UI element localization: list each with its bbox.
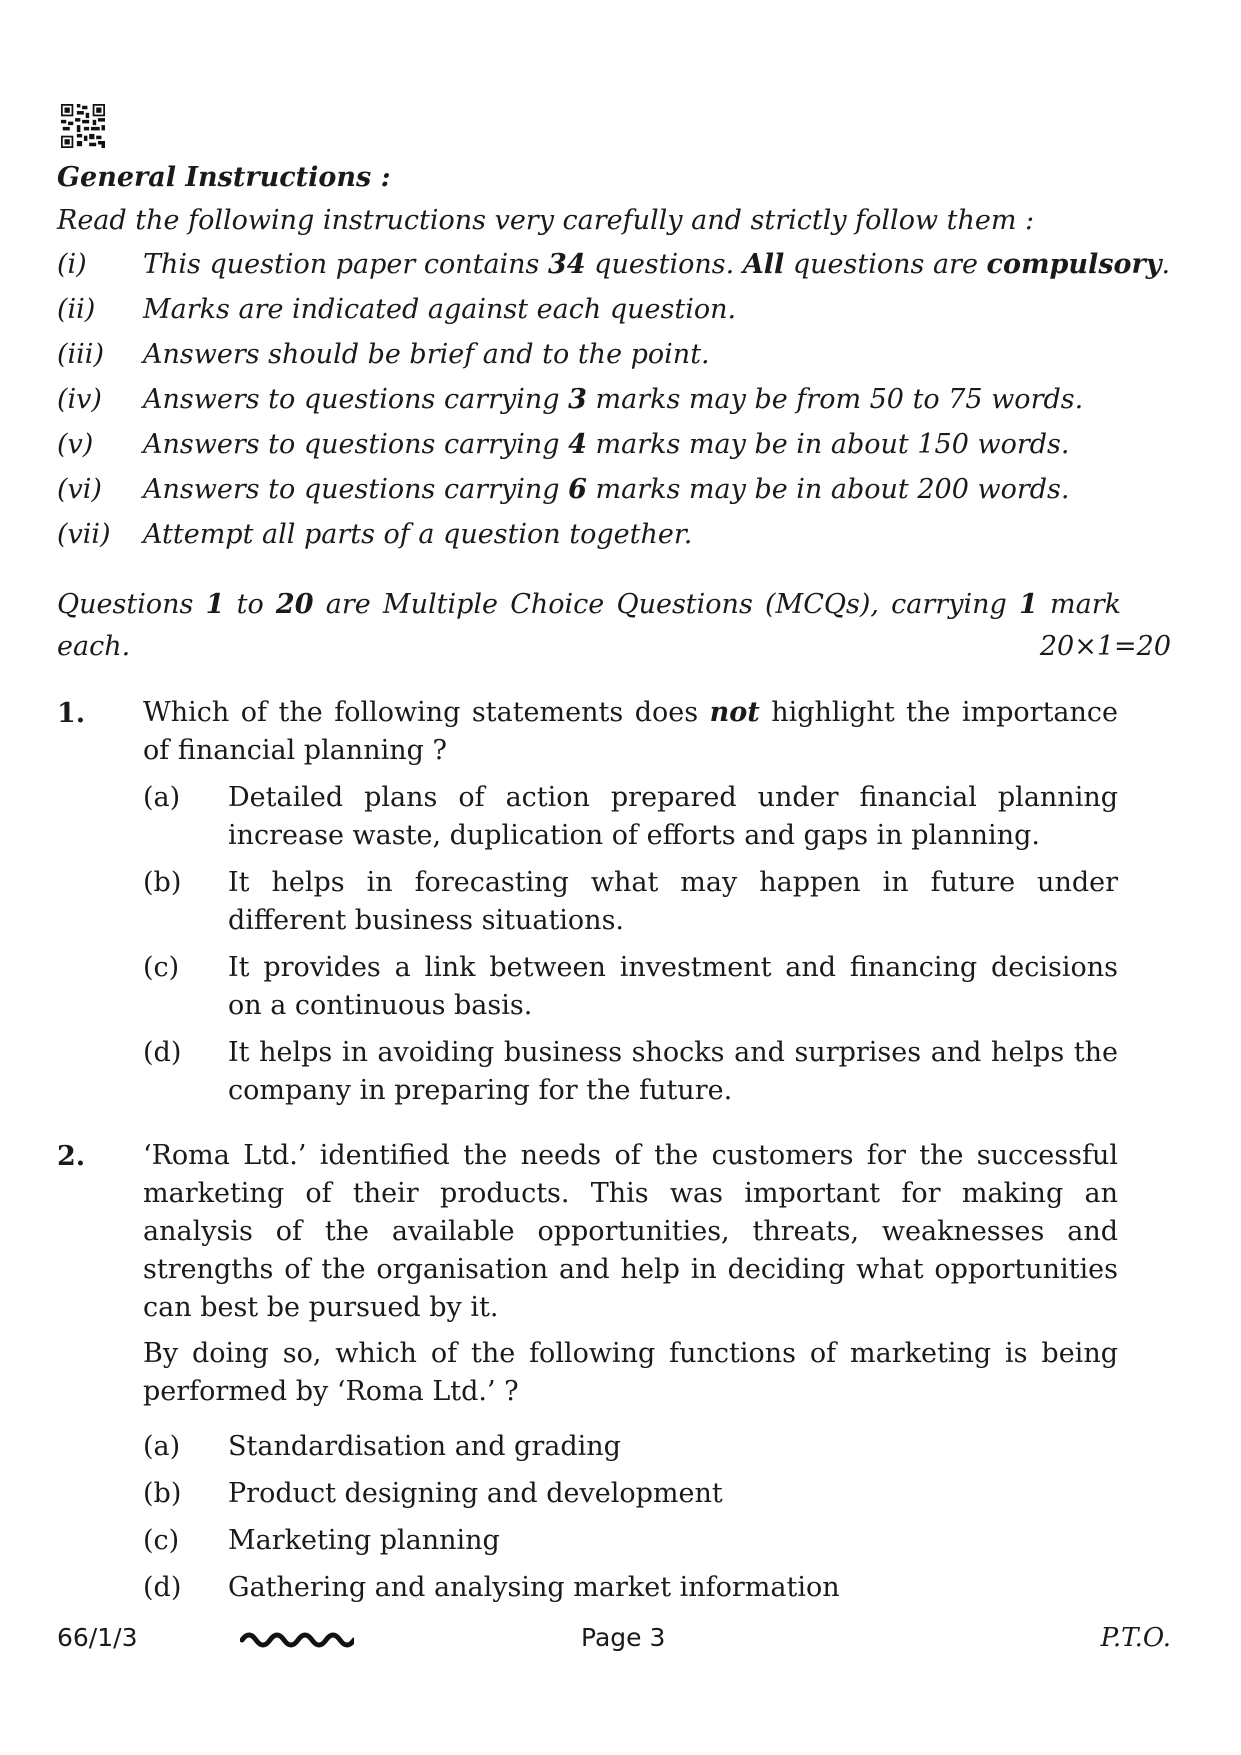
option-label: (c) <box>143 1525 180 1556</box>
mcq-note-line2: each. <box>57 631 131 662</box>
instruction-text: Answers to questions carrying 4 marks may be in about 150 words. <box>143 429 1070 460</box>
instruction-number: (i) <box>57 249 87 280</box>
instruction-number: (vii) <box>57 519 111 550</box>
instructions-title: General Instructions : <box>57 162 391 193</box>
option-label: (d) <box>143 1572 182 1603</box>
question-number: 2. <box>57 1141 86 1172</box>
instruction-text: This question paper contains 34 questions. All questions are compulsory. <box>143 249 1171 280</box>
mcq-note: Questions 1 to 20 are Multiple Choice Questions (MCQs), carrying 1 mark <box>57 589 1121 620</box>
option-text: It provides a link between investment and financing decisions on a continuous basis. <box>228 952 1118 1021</box>
instruction-number: (iv) <box>57 384 102 415</box>
question-text: Which of the following statements does not highlight the importance of financial planning ? <box>143 697 1119 766</box>
instruction-text: Answers to questions carrying 3 marks may be from 50 to 75 words. <box>143 384 1084 415</box>
instruction-number: (vi) <box>57 474 102 505</box>
instruction-number: (v) <box>57 429 94 460</box>
option-text: Gathering and analysing market information <box>228 1572 840 1603</box>
option-text: It helps in avoiding business shocks and surprises and helps the company in preparing for the future. <box>228 1037 1118 1106</box>
option-label: (b) <box>143 867 182 898</box>
page-number: Page 3 <box>581 1623 666 1652</box>
instruction-text: Answers to questions carrying 6 marks may be in about 200 words. <box>143 474 1070 505</box>
option-text: Standardisation and grading <box>228 1431 621 1462</box>
option-label: (c) <box>143 952 180 983</box>
option-text: Marketing planning <box>228 1525 500 1556</box>
instruction-number: (ii) <box>57 294 96 325</box>
pto-label: P.T.O. <box>1100 1623 1171 1653</box>
tilde-ornament-icon <box>240 1626 354 1650</box>
section-marks: 20×1=20 <box>1039 631 1171 662</box>
option-text: Product designing and development <box>228 1478 723 1509</box>
instruction-text: Attempt all parts of a question together. <box>143 519 693 550</box>
option-label: (d) <box>143 1037 182 1068</box>
instruction-text: Answers should be brief and to the point. <box>143 339 710 370</box>
question-text: ‘Roma Ltd.’ identified the needs of the customers for the successful marketing of their products. This was important for making an analysis of the available opportunities, threats, weaknesses and strengths of the organisation and help in deciding what opportunities can best be pursued by it. <box>143 1140 1118 1323</box>
option-text: It helps in forecasting what may happen in future under different business situations. <box>228 867 1118 936</box>
instruction-number: (iii) <box>57 339 104 370</box>
option-label: (b) <box>143 1478 182 1509</box>
qr-code-icon <box>61 104 105 148</box>
option-text: Detailed plans of action prepared under financial planning increase waste, duplication of efforts and gaps in planning. <box>228 782 1118 851</box>
option-label: (a) <box>143 782 181 813</box>
paper-code: 66/1/3 <box>57 1623 138 1652</box>
question-text: By doing so, which of the following functions of marketing is being performed by ‘Roma Ltd.’ ? <box>143 1338 1118 1407</box>
instruction-text: Marks are indicated against each question. <box>143 294 737 325</box>
question-number: 1. <box>57 698 86 729</box>
instructions-intro: Read the following instructions very carefully and strictly follow them : <box>57 205 1035 236</box>
option-label: (a) <box>143 1431 181 1462</box>
